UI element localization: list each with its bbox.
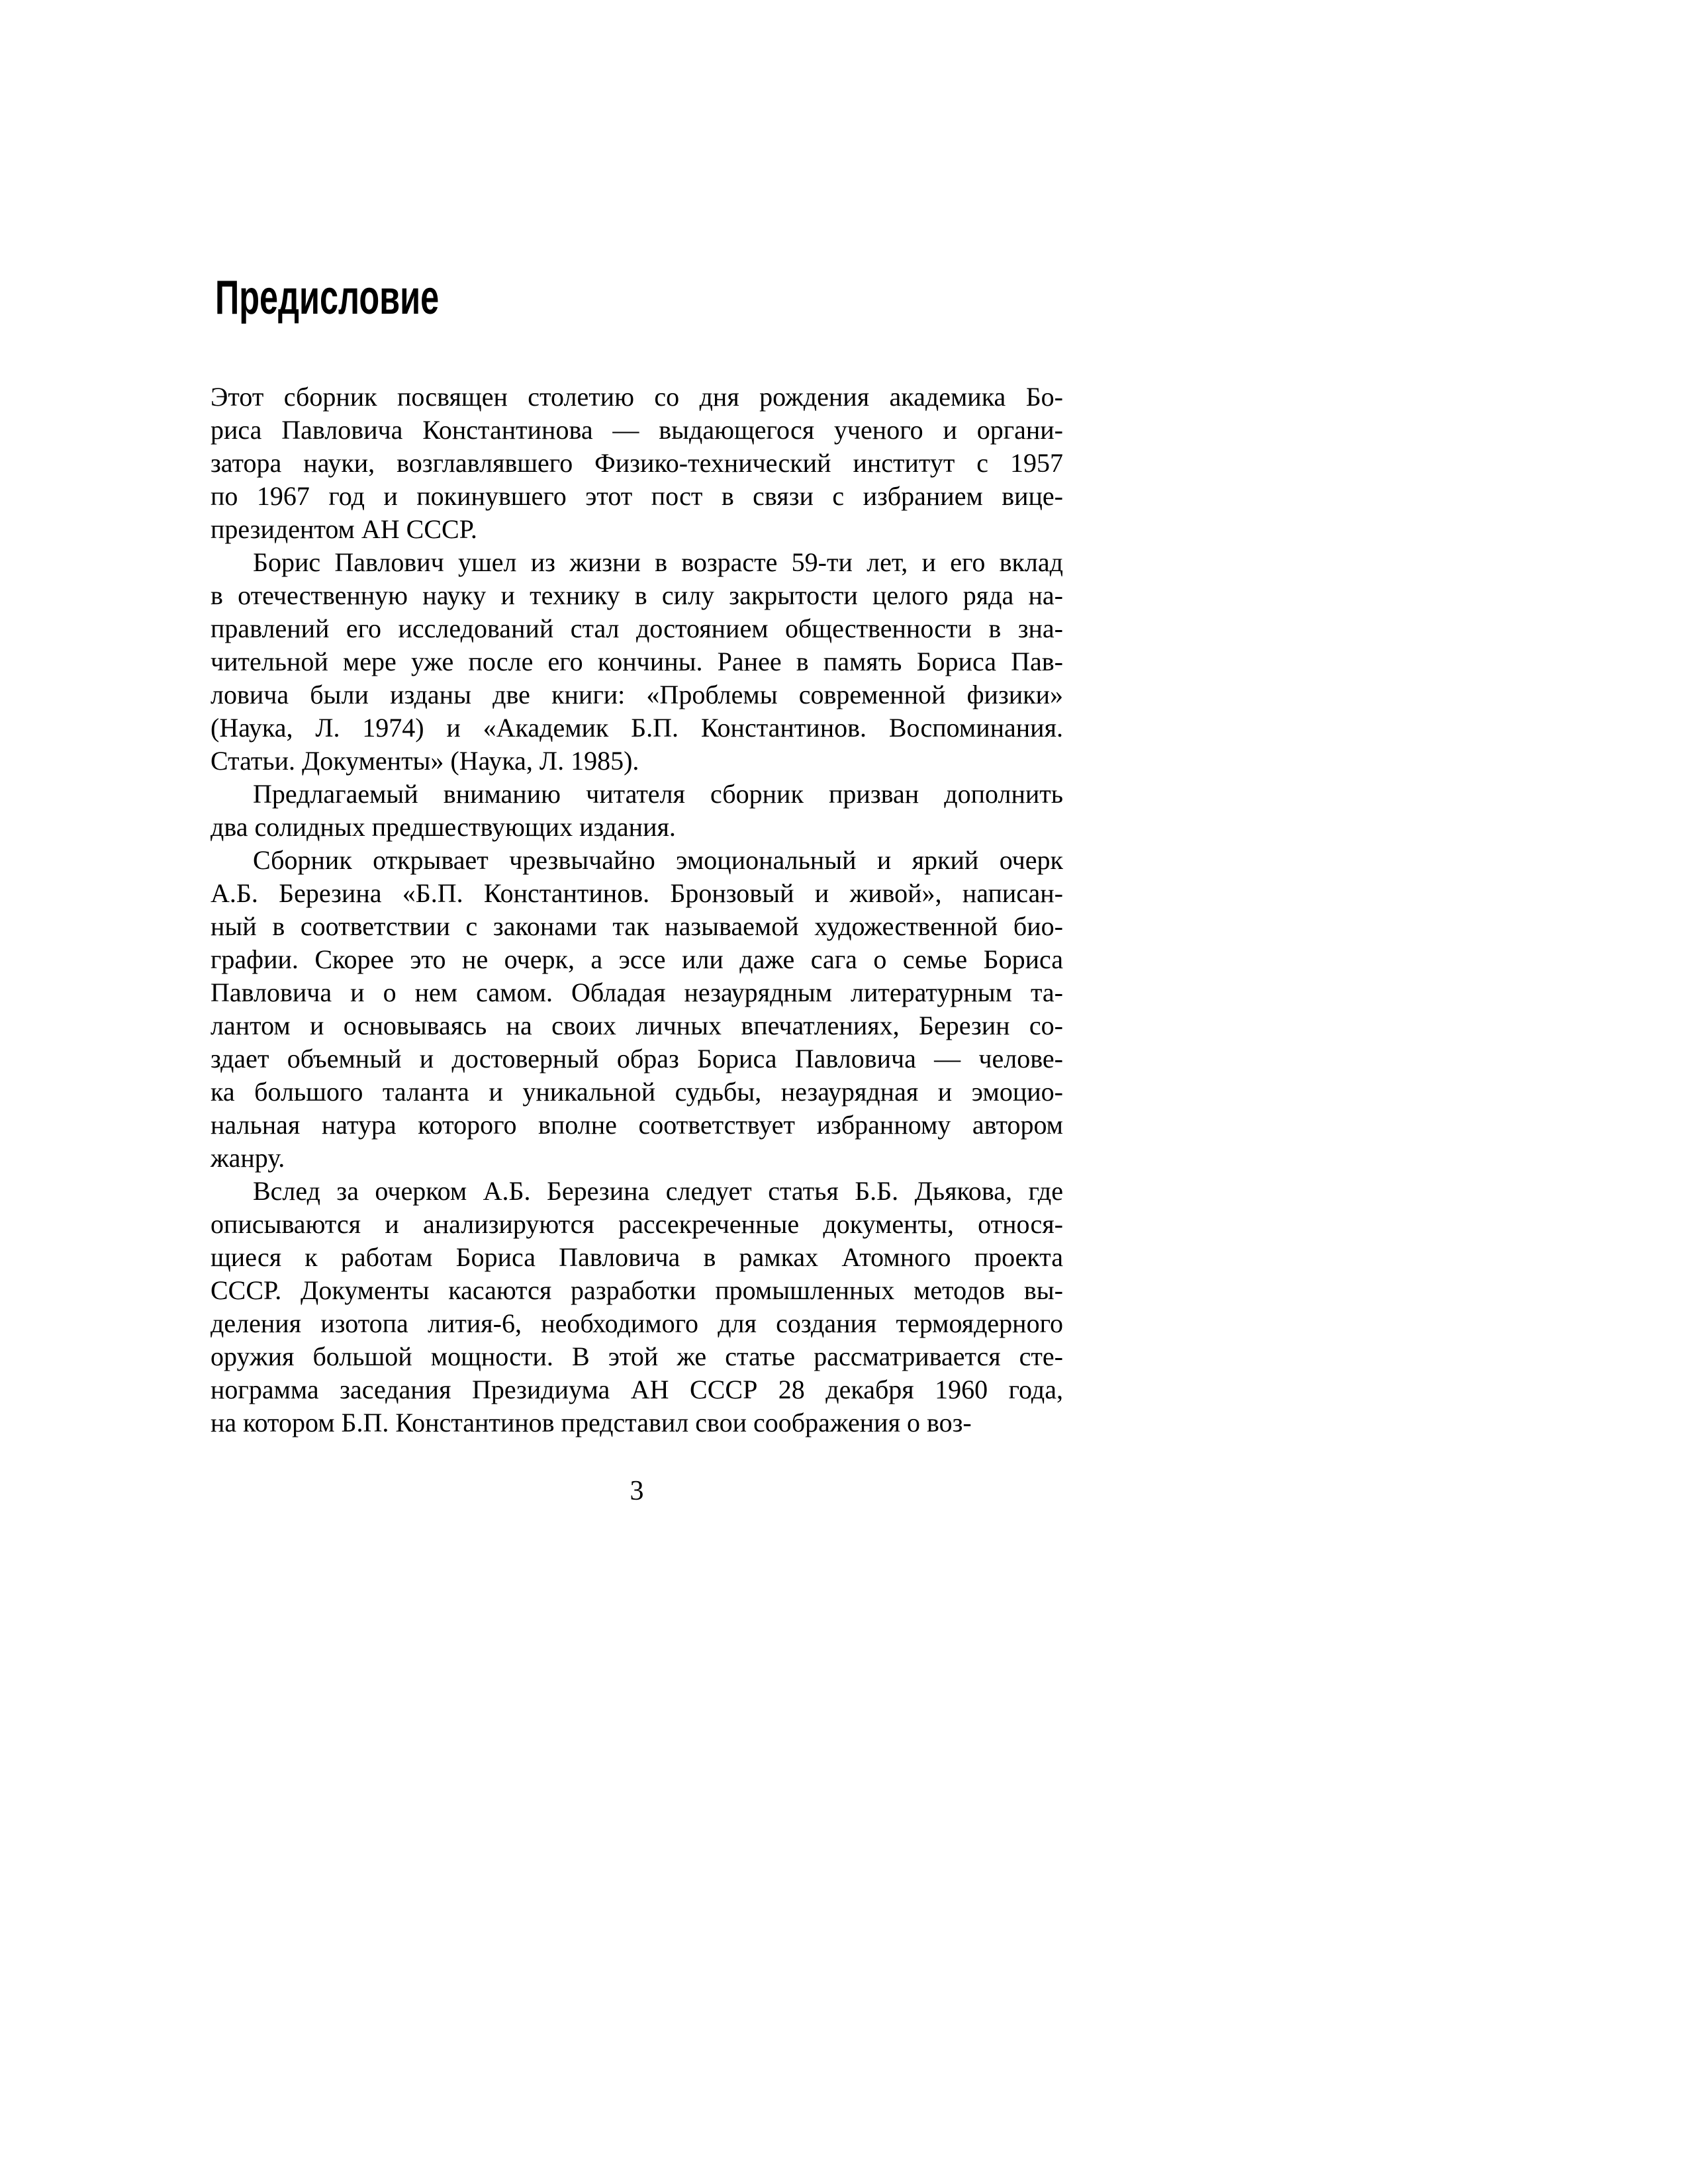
chapter-title: Предисловие <box>215 271 440 324</box>
paragraph <box>211 844 1063 1175</box>
text-line: Павловича и о нем самом. Обладая незаурядным литературным та- <box>211 978 1063 1007</box>
text-line: на котором Б.П. Константинов представил свои соображения о воз- <box>211 1408 972 1437</box>
text-line: (Наука, Л. 1974) и «Академик Б.П. Константинов. Воспоминания. <box>211 713 1063 743</box>
text-line: описываются и анализируются рассекреченные документы, относя- <box>211 1209 1063 1239</box>
text-line: Предлагаемый вниманию читателя сборник призван дополнить <box>253 779 1063 809</box>
page-number: 3 <box>630 1476 644 1506</box>
text-line: Сборник открывает чрезвычайно эмоциональный и яркий очерк <box>253 845 1063 875</box>
text-line: затора науки, возглавлявшего Физико-технический институт с 1957 <box>211 448 1063 478</box>
text-line: здает объемный и достоверный образ Бориса Павловича — челове- <box>211 1044 1063 1073</box>
text-line: ловича были изданы две книги: «Проблемы современной физики» <box>211 680 1063 709</box>
paragraph <box>211 546 1063 778</box>
text-line: два солидных предшествующих издания. <box>211 812 676 842</box>
text-line: графии. Скорее это не очерк, а эссе или даже сага о семье Бориса <box>211 944 1063 974</box>
text-line: риса Павловича Константинова — выдающегося ученого и органи- <box>211 415 1063 445</box>
text-line: ный в соответствии с законами так называемой художественной био- <box>211 911 1063 941</box>
text-line: Этот сборник посвящен столетию со дня рождения академика Бо- <box>211 382 1063 412</box>
text-line: деления изотопа лития-6, необходимого для создания термоядерного <box>211 1308 1063 1338</box>
text-line: Вслед за очерком А.Б. Березина следует статья Б.Б. Дьякова, где <box>253 1176 1063 1206</box>
text-line: президентом АН СССР. <box>211 514 477 544</box>
text-line: щиеся к работам Бориса Павловича в рамках Атомного проекта <box>211 1242 1063 1272</box>
paragraph <box>211 381 1063 546</box>
text-line: в отечественную науку и технику в силу закрытости целого ряда на- <box>211 580 1063 610</box>
text-line: чительной мере уже после его кончины. Ранее в память Бориса Пав- <box>211 647 1063 676</box>
text-line: ка большого таланта и уникальной судьбы, незаурядная и эмоцио- <box>211 1077 1063 1107</box>
text-line: А.Б. Березина «Б.П. Константинов. Бронзовый и живой», написан- <box>211 878 1063 908</box>
text-line: СССР. Документы касаются разработки промышленных методов вы- <box>211 1275 1063 1305</box>
text-line: правлений его исследований стал достоянием общественности в зна- <box>211 614 1063 643</box>
text-line: Статьи. Документы» (Наука, Л. 1985). <box>211 746 639 776</box>
body-text <box>211 381 1063 1439</box>
text-line: оружия большой мощности. В этой же статье рассматривается сте- <box>211 1342 1063 1371</box>
text-line: Борис Павлович ушел из жизни в возрасте 59-ти лет, и его вклад <box>253 547 1063 577</box>
text-line: по 1967 год и покинувшего этот пост в связи с избранием вице- <box>211 481 1063 511</box>
text-line: жанру. <box>211 1143 285 1173</box>
paragraph <box>211 1175 1063 1439</box>
text-line: нограмма заседания Президиума АН СССР 28 декабря 1960 года, <box>211 1375 1063 1404</box>
text-line: нальная натура которого вполне соответствует избранному автором <box>211 1110 1063 1140</box>
paragraph <box>211 778 1063 844</box>
text-line: лантом и основываясь на своих личных впечатлениях, Березин со- <box>211 1011 1063 1040</box>
